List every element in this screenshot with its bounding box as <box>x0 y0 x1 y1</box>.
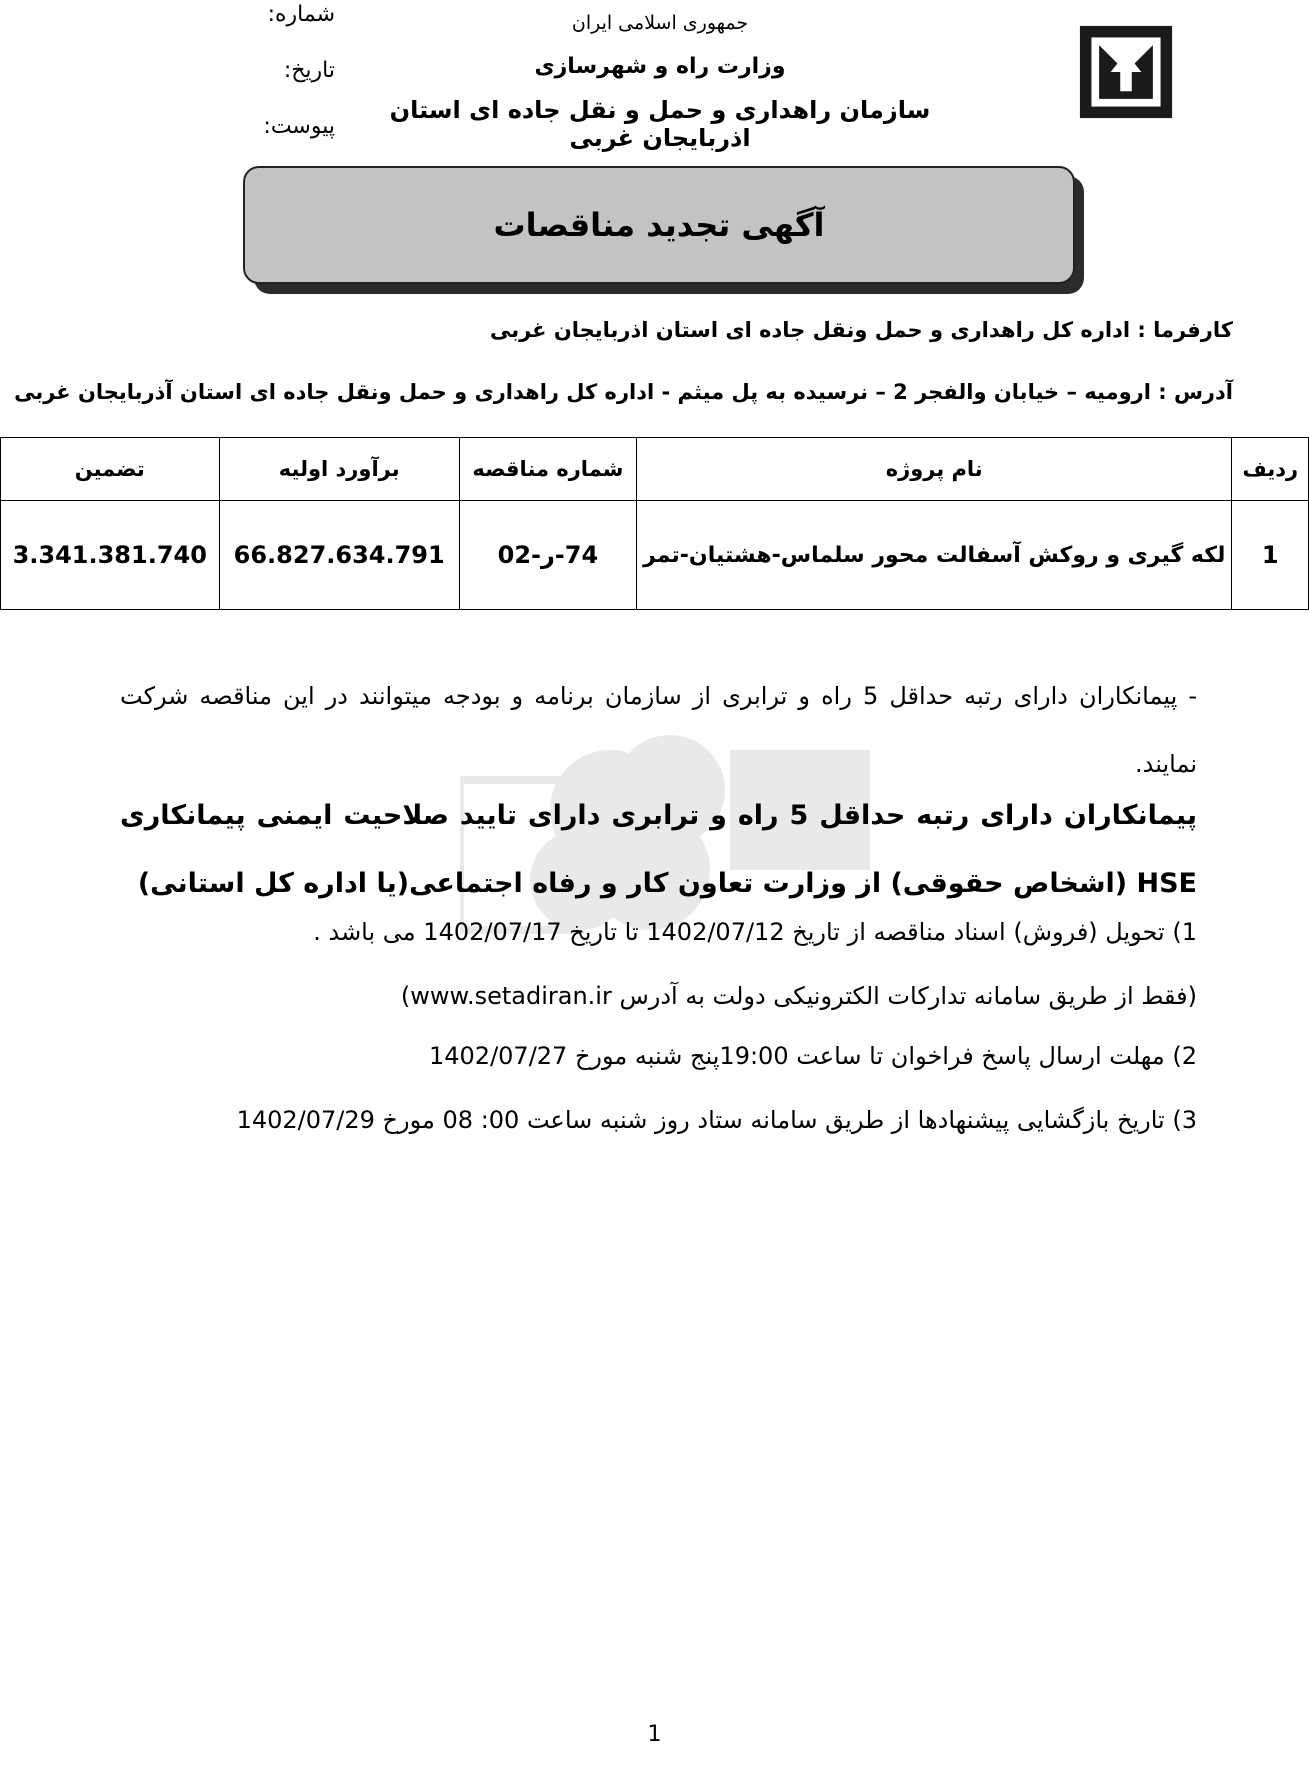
attachment-label: پیوست: <box>263 114 335 139</box>
title-box <box>243 166 1075 284</box>
cell-guarantee: 3.341.381.740 <box>1 501 220 610</box>
hse-requirement-paragraph: پیمانکاران دارای رتبه حداقل 5 راه و ترابری دارای تایید صلاحیت ایمنی پیمانکاری HSE (اشخاص حقوقی) از وزارت تعاون کار و رفاه اجتماعی(یا اداره کل استانی) <box>120 800 1197 899</box>
republic-heading: جمهوری اسلامی ایران <box>571 12 749 34</box>
header-row-number: ردیف <box>1232 438 1309 501</box>
item-setadiran-note: (فقط از طریق سامانه تدارکات الکترونیکی دولت به آدرس www.setadiran.ir) <box>400 982 1197 1010</box>
item-opening-date: 3) تاریخ بازگشایی پیشنهادها از طریق سامانه ستاد روز شنبه ساعت 00: 08 مورخ 1402/07/29 <box>236 1106 1197 1134</box>
cell-row-number: 1 <box>1232 501 1309 610</box>
table-header-row <box>1 438 1309 501</box>
header-tender-number: شماره مناقصه <box>459 438 636 501</box>
road-organization-logo-icon <box>1078 24 1174 120</box>
cell-project-name: لکه گیری و روکش آسفالت محور سلماس-هشتیان-تمر <box>636 501 1231 610</box>
page-number: 1 <box>647 1722 662 1747</box>
header-estimate: برآورد اولیه <box>219 438 459 501</box>
header-guarantee: تضمین <box>1 438 220 501</box>
item-submission-deadline: 2) مهلت ارسال پاسخ فراخوان تا ساعت 19:00پنج شنبه مورخ 1402/07/27 <box>428 1042 1197 1070</box>
cell-tender-number: 74-ر-02 <box>459 501 636 610</box>
eligibility-paragraph: - پیمانکاران دارای رتبه حداقل 5 راه و ترابری از سازمان برنامه و بودجه میتوانند در این مناقصه شرکت نمایند. <box>120 682 1197 778</box>
employer-line: کارفرما : اداره کل راهداری و حمل ونقل جاده ای استان اذربایجان غربی <box>489 318 1233 342</box>
date-label: تاریخ: <box>283 58 335 83</box>
table-row <box>1 501 1309 610</box>
item-document-sale: 1) تحویل (فروش) اسناد مناقصه از تاریخ 1402/07/12 تا تاریخ 1402/07/17 می باشد . <box>313 918 1197 946</box>
tender-table <box>0 437 1309 610</box>
organization-heading: سازمان راهداری و حمل و نقل جاده ای استان اذربایجان غربی <box>389 96 931 152</box>
ministry-heading: وزارت راه و شهرسازی <box>534 54 786 79</box>
header-project-name: نام پروژه <box>636 438 1231 501</box>
address-line: آدرس : ارومیه – خیابان والفجر 2 – نرسیده به پل میثم - اداره کل راهداری و حمل ونقل جاده ای استان آذربایجان غربی <box>14 380 1233 404</box>
page-title: آگهی تجدید مناقصات <box>493 206 825 244</box>
cell-estimate: 66.827.634.791 <box>219 501 459 610</box>
number-label: شماره: <box>267 2 335 27</box>
